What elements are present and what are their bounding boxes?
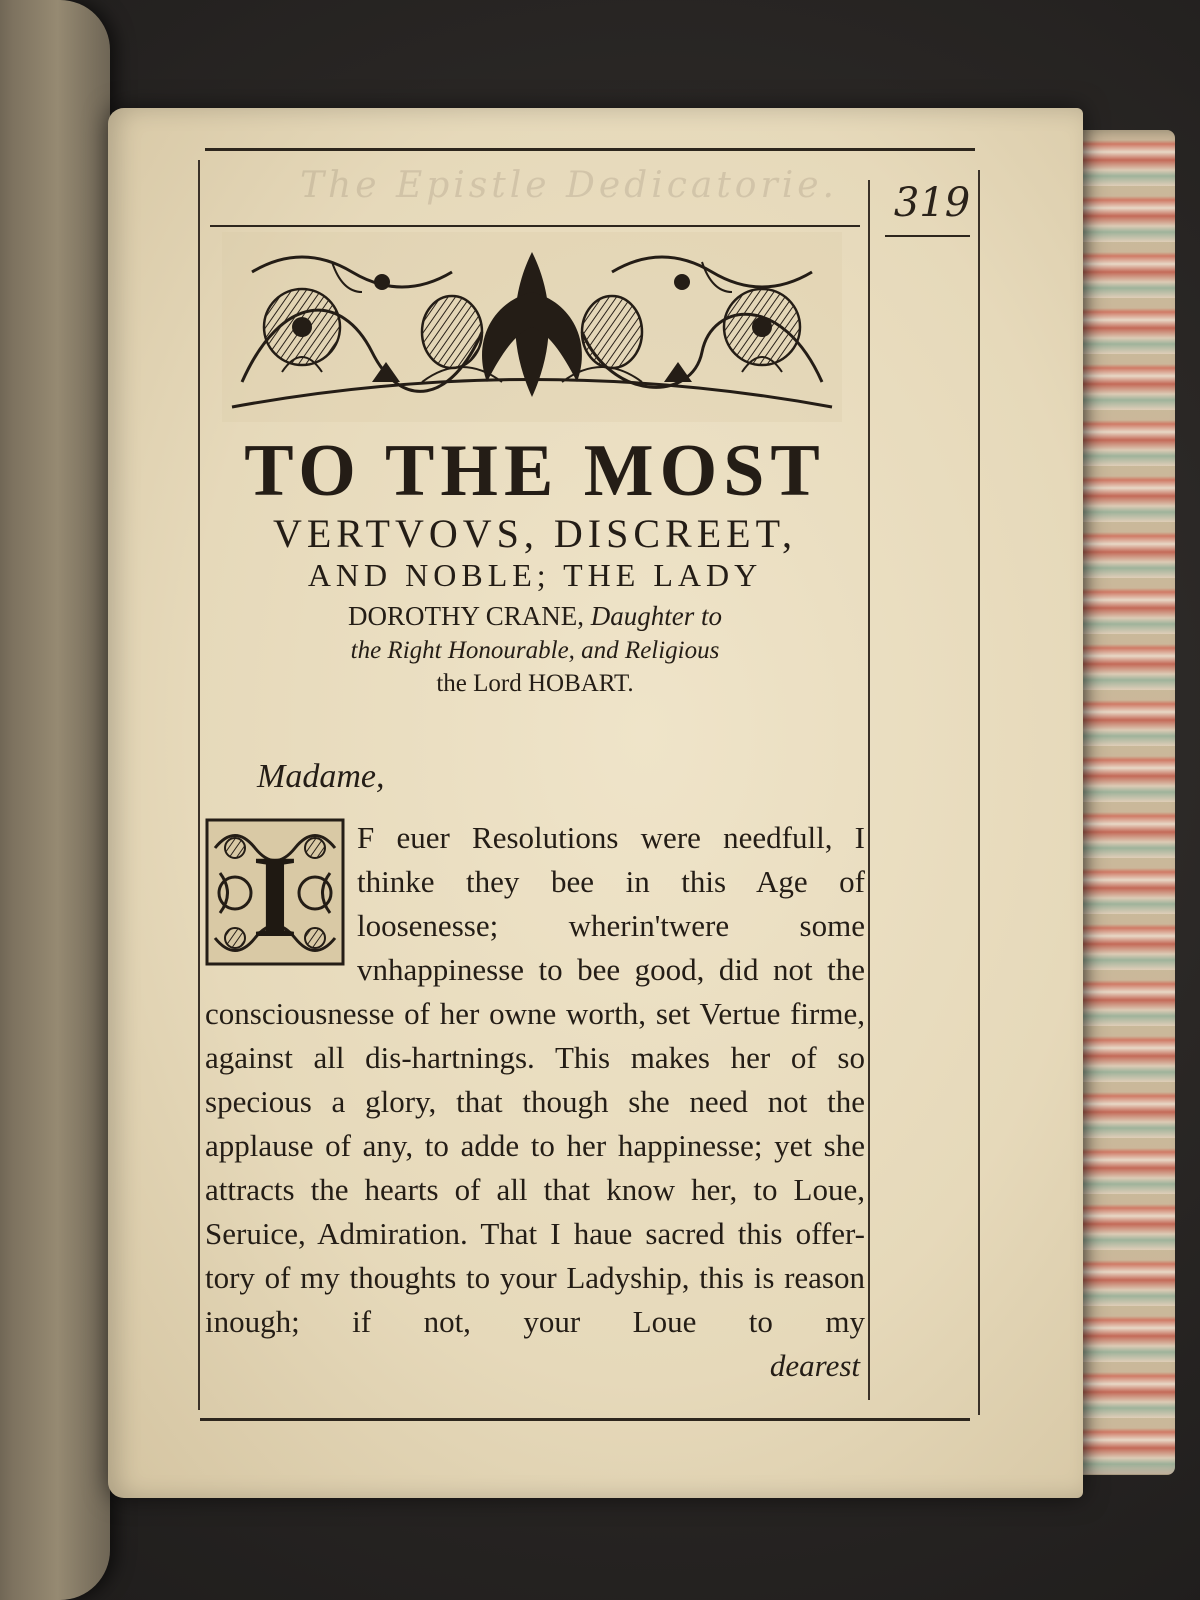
margin-border [868,180,870,1400]
dedication-content [205,430,865,1344]
body-text: F euer Resolutions were needfull, I thinke they bee in this Age of loosenesse; wherin'twere some vnhappinesse to bee good, did not the consciousnesse of her owne worth, set Vertue firme, against all dis-hartnings. This makes her of so specious a glory, that though she need not the applause of any, to adde to her happinesse; yet she attracts the hearts of all that know her, to Loue, Seruice, Admiration. That I haue sacred this offer-tory of my thoughts to your Ladyship, this is reason inough; if not, your Loue to my [205,820,865,1339]
title-line-6 [205,668,865,700]
facing-page-edge [0,0,110,1600]
drop-cap-letter: I [252,831,298,962]
ornamental-headpiece [222,232,842,422]
lord-name: HOBART. [527,670,634,697]
dedicatee-relation: Daughter to [590,601,722,631]
left-border [198,160,200,1410]
title-line-3: AND NOBLE; THE LADY [307,557,763,593]
page-number: 319 [893,180,971,226]
header-rule [210,225,860,227]
title-line-6-a: the Lord [436,670,522,697]
bottom-rule [200,1418,970,1421]
title-line-5-b: and Religious [581,637,720,664]
decorated-initial [205,818,345,966]
right-border [978,170,980,1415]
salutation: Madame, [257,758,385,795]
title-line-5 [205,634,865,668]
title-line-2: VERTVOVS, DISCREET, [272,511,798,556]
dedicatee-name: DOROTHY CRANE, [348,601,584,631]
title-line-5-a: the Right Honourable, [350,637,575,664]
catchword: dearest [769,1348,860,1383]
body-paragraph [205,816,865,1344]
running-head-showthrough: The Epistle Dedicatorie. [300,165,838,206]
title-line-4 [205,598,865,634]
page-number-rule [885,235,970,237]
marbled-page-edges [1075,130,1175,1475]
top-rule [205,148,975,151]
title-line-1: TO THE MOST [244,430,826,512]
